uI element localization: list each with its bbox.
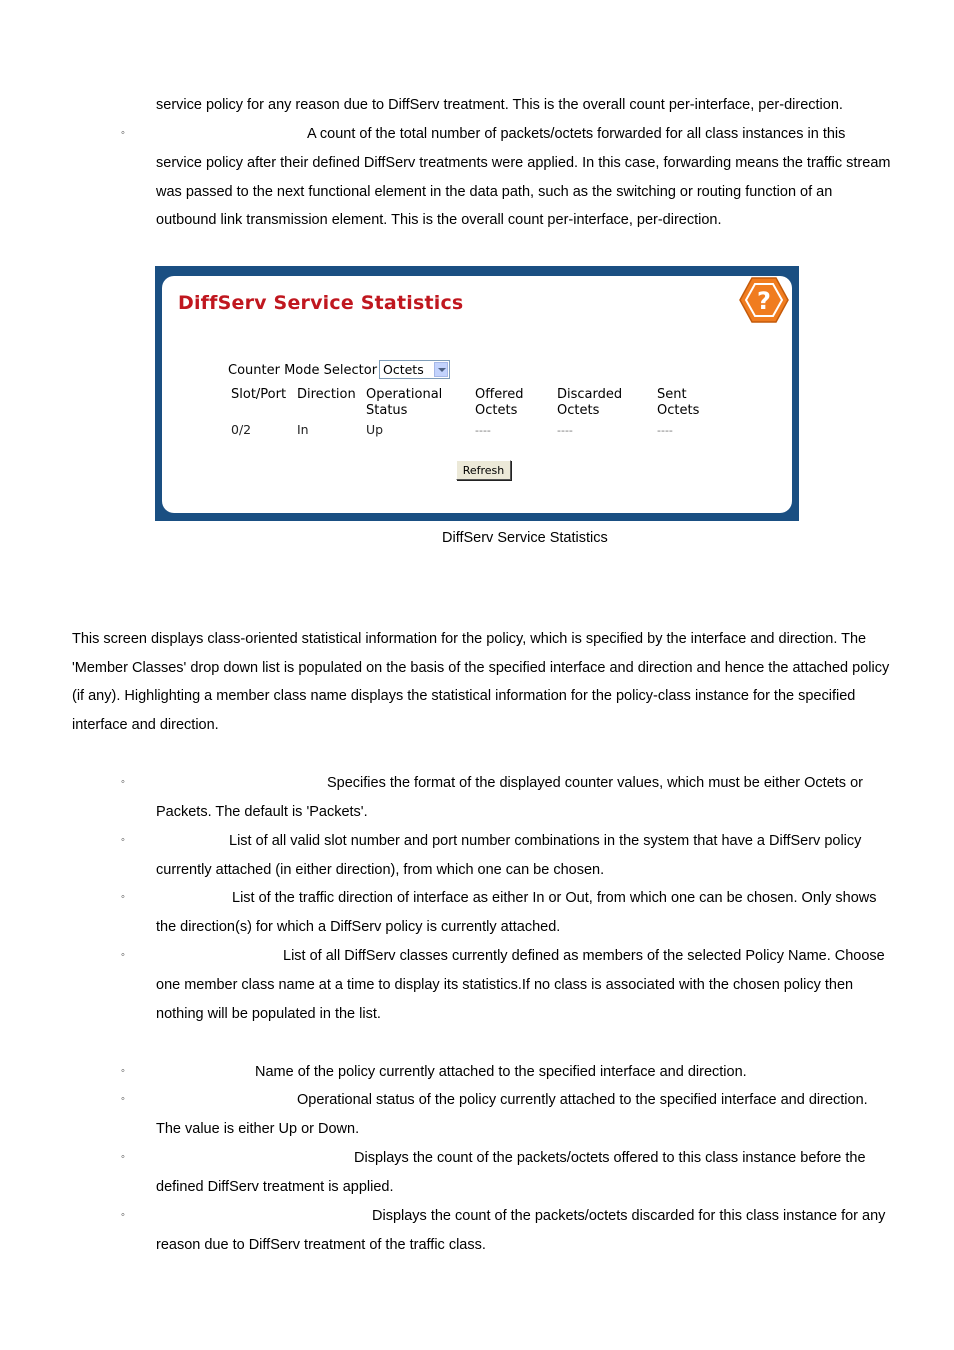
bullet: ◦ — [121, 949, 125, 961]
list-item-text: Displays the count of the packets/octets offered to this class instance before the — [354, 1150, 866, 1166]
list-item-text: List of all valid slot number and port number combinations in the system that have a DiffServ policy — [229, 833, 862, 849]
figure-caption: DiffServ Service Statistics — [442, 530, 608, 546]
list-item-text: Name of the policy currently attached to the specified interface and direction. — [255, 1064, 747, 1080]
list-item-text: Operational status of the policy currently attached to the specified interface and direction. — [297, 1092, 868, 1108]
list-item-text: nothing will be populated in the list. — [156, 1006, 381, 1022]
bullet: ◦ — [121, 834, 125, 846]
cell-sent-octets: ---- — [657, 424, 673, 437]
help-icon[interactable] — [738, 276, 790, 324]
text-line: 'Member Classes' drop down list is populated on the basis of the specified interface and direction and hence the attached policy — [72, 660, 890, 676]
text-line: This screen displays class-oriented statistical information for the policy, which is specified by the interface and direction. The — [72, 631, 867, 647]
col-header-direction: Direction — [297, 387, 356, 402]
col-header-discarded-octets: Discarded Octets — [557, 387, 623, 418]
cell-direction: In — [297, 422, 309, 437]
text-line: (if any). Highlighting a member class name displays the statistical information for the policy-class instance for the specified — [72, 688, 856, 704]
cell-slot-port: 0/2 — [231, 422, 252, 437]
bullet: ◦ — [121, 776, 125, 788]
list-item-text: List of the traffic direction of interface as either In or Out, from which one can be chosen. Only shows — [232, 890, 877, 906]
bullet: ◦ — [121, 1209, 125, 1221]
panel-title: DiffServ Service Statistics — [178, 292, 464, 314]
list-item-text: defined DiffServ treatment is applied. — [156, 1179, 394, 1195]
list-item-text: one member class name at a time to display its statistics.If no class is associated with the chosen policy then — [156, 977, 854, 993]
col-header-operational-status: Operational Status — [366, 387, 443, 418]
cell-discarded-octets: ---- — [557, 424, 573, 437]
text-line: outbound link transmission element. This is the overall count per-interface, per-direction. — [156, 212, 722, 228]
col-header-slot-port: Slot/Port — [231, 387, 287, 402]
text-line: service policy after their defined DiffServ treatments were applied. In this case, forwarding means the traffic stream — [156, 155, 891, 171]
list-item-text: Displays the count of the packets/octets discarded for this class instance for any — [372, 1208, 886, 1224]
text-line: was passed to the next functional element in the data path, such as the switching or routing function of an — [156, 184, 833, 200]
help-icon-glyph: ? — [757, 287, 771, 315]
cell-operational-status: Up — [366, 422, 384, 437]
list-item-text: reason due to DiffServ treatment of the traffic class. — [156, 1237, 486, 1253]
refresh-button[interactable]: Refresh — [456, 460, 511, 480]
bullet: ◦ — [121, 127, 125, 139]
counter-mode-value: Octets — [383, 362, 424, 377]
list-item-text: Packets. The default is 'Packets'. — [156, 804, 368, 820]
bullet: ◦ — [121, 1065, 125, 1077]
col-header-sent-octets: Sent Octets — [657, 387, 700, 418]
bullet: ◦ — [121, 1151, 125, 1163]
counter-mode-select[interactable] — [379, 360, 450, 379]
bullet: ◦ — [121, 1093, 125, 1105]
bullet: ◦ — [121, 891, 125, 903]
counter-mode-label: Counter Mode Selector — [228, 363, 378, 378]
cell-offered-octets: ---- — [475, 424, 491, 437]
list-item-text: The value is either Up or Down. — [156, 1121, 360, 1137]
text-line: service policy for any reason due to DiffServ treatment. This is the overall count per-interface, per-direction. — [156, 97, 843, 113]
list-item-text: List of all DiffServ classes currently defined as members of the selected Policy Name. Choose — [283, 948, 885, 964]
screenshot-panel — [162, 276, 792, 513]
text-line: A count of the total number of packets/octets forwarded for all class instances in this — [307, 126, 846, 142]
screenshot-frame — [155, 266, 799, 521]
col-header-offered-octets: Offered Octets — [475, 387, 524, 418]
chevron-down-icon[interactable] — [434, 362, 448, 377]
list-item-text: currently attached (in either direction), from which one can be chosen. — [156, 862, 605, 878]
text-line: interface and direction. — [72, 717, 219, 733]
list-item-text: Specifies the format of the displayed counter values, which must be either Octets or — [327, 775, 863, 791]
list-item-text: the direction(s) for which a DiffServ policy is currently attached. — [156, 919, 561, 935]
